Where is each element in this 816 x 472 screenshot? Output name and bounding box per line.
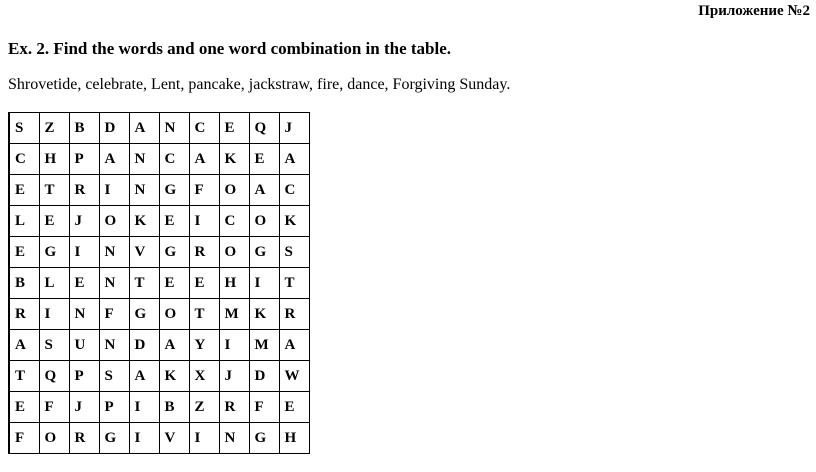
grid-cell: Q (39, 361, 69, 392)
grid-cell: A (249, 175, 279, 206)
grid-cell: R (219, 392, 249, 423)
grid-cell: K (249, 299, 279, 330)
grid-row (9, 361, 309, 392)
grid-cell: Y (189, 330, 219, 361)
grid-cell: R (69, 423, 99, 454)
grid-cell: C (279, 175, 309, 206)
grid-cell: D (99, 113, 129, 144)
grid-cell: Z (189, 392, 219, 423)
grid-cell: V (129, 237, 159, 268)
grid-cell: T (9, 361, 39, 392)
grid-cell: A (189, 144, 219, 175)
grid-cell: G (39, 237, 69, 268)
grid-cell: S (279, 237, 309, 268)
grid-cell: N (99, 237, 129, 268)
grid-cell: F (39, 392, 69, 423)
grid-cell: K (219, 144, 249, 175)
grid-cell: E (189, 268, 219, 299)
grid-cell: H (279, 423, 309, 454)
grid-cell: I (219, 330, 249, 361)
grid-cell: L (9, 206, 39, 237)
grid-cell: E (69, 268, 99, 299)
appendix-label: Приложение №2 (698, 3, 810, 19)
grid-cell: Z (39, 113, 69, 144)
grid-row (9, 330, 309, 361)
grid-cell: O (219, 237, 249, 268)
grid-cell: O (219, 175, 249, 206)
grid-cell: I (129, 392, 159, 423)
grid-cell: B (69, 113, 99, 144)
grid-cell: F (189, 175, 219, 206)
grid-cell: E (9, 237, 39, 268)
grid-cell: D (249, 361, 279, 392)
grid-cell: J (69, 206, 99, 237)
grid-row (9, 237, 309, 268)
grid-cell: E (159, 268, 189, 299)
grid-cell: N (159, 113, 189, 144)
exercise-title: Ex. 2. Find the words and one word combination in the table. (8, 39, 451, 58)
grid-cell: N (129, 175, 159, 206)
grid-cell: E (9, 392, 39, 423)
letter-table (8, 112, 310, 454)
grid-cell: N (99, 268, 129, 299)
grid-cell: T (129, 268, 159, 299)
grid-cell: E (159, 206, 189, 237)
grid-row (9, 268, 309, 299)
grid-cell: O (159, 299, 189, 330)
grid-cell: H (219, 268, 249, 299)
grid-cell: C (9, 144, 39, 175)
grid-cell: M (249, 330, 279, 361)
grid-cell: G (99, 423, 129, 454)
grid-row (9, 423, 309, 454)
grid-row (9, 206, 309, 237)
grid-cell: N (69, 299, 99, 330)
grid-cell: F (249, 392, 279, 423)
grid-cell: S (9, 113, 39, 144)
grid-cell: G (249, 237, 279, 268)
grid-row (9, 175, 309, 206)
grid-cell: R (69, 175, 99, 206)
grid-cell: A (279, 330, 309, 361)
grid-cell: N (219, 423, 249, 454)
grid-cell: I (189, 423, 219, 454)
grid-cell: T (189, 299, 219, 330)
grid-cell: S (99, 361, 129, 392)
grid-cell: T (39, 175, 69, 206)
grid-cell: A (99, 144, 129, 175)
grid-cell: J (219, 361, 249, 392)
grid-cell: I (129, 423, 159, 454)
grid-cell: N (99, 330, 129, 361)
grid-cell: K (159, 361, 189, 392)
grid-row (9, 113, 309, 144)
grid-cell: K (279, 206, 309, 237)
grid-cell: C (159, 144, 189, 175)
grid-cell: X (189, 361, 219, 392)
grid-cell: J (279, 113, 309, 144)
grid-cell: N (129, 144, 159, 175)
grid-cell: F (99, 299, 129, 330)
grid-cell: G (129, 299, 159, 330)
grid-cell: I (69, 237, 99, 268)
grid-cell: D (129, 330, 159, 361)
grid-row (9, 392, 309, 423)
grid-cell: O (39, 423, 69, 454)
grid-cell: G (159, 237, 189, 268)
grid-cell: J (69, 392, 99, 423)
grid-cell: K (129, 206, 159, 237)
grid-cell: B (9, 268, 39, 299)
grid-cell: G (159, 175, 189, 206)
grid-cell: O (249, 206, 279, 237)
grid-cell: W (279, 361, 309, 392)
grid-cell: C (219, 206, 249, 237)
grid-cell: E (219, 113, 249, 144)
grid-cell: R (279, 299, 309, 330)
grid-cell: R (9, 299, 39, 330)
grid-cell: U (69, 330, 99, 361)
grid-cell: E (249, 144, 279, 175)
grid-cell: I (189, 206, 219, 237)
grid-cell: A (159, 330, 189, 361)
grid-cell: A (9, 330, 39, 361)
grid-cell: H (39, 144, 69, 175)
grid-row (9, 144, 309, 175)
grid-cell: S (39, 330, 69, 361)
grid-cell: L (39, 268, 69, 299)
grid-cell: R (189, 237, 219, 268)
grid-cell: I (249, 268, 279, 299)
grid-row (9, 299, 309, 330)
grid-cell: F (9, 423, 39, 454)
grid-cell: Q (249, 113, 279, 144)
grid-cell: E (9, 175, 39, 206)
grid-cell: T (279, 268, 309, 299)
grid-cell: I (99, 175, 129, 206)
grid-cell: P (69, 361, 99, 392)
grid-cell: V (159, 423, 189, 454)
grid-cell: G (249, 423, 279, 454)
grid-cell: P (69, 144, 99, 175)
grid-cell: A (129, 361, 159, 392)
word-search-grid (8, 112, 310, 454)
grid-cell: P (99, 392, 129, 423)
grid-cell: E (279, 392, 309, 423)
word-list: Shrovetide, celebrate, Lent, pancake, jackstraw, fire, dance, Forgiving Sunday. (8, 76, 511, 93)
grid-cell: E (39, 206, 69, 237)
grid-cell: A (279, 144, 309, 175)
grid-cell: A (129, 113, 159, 144)
grid-cell: C (189, 113, 219, 144)
grid-cell: B (159, 392, 189, 423)
grid-cell: M (219, 299, 249, 330)
grid-cell: O (99, 206, 129, 237)
grid-cell: I (39, 299, 69, 330)
